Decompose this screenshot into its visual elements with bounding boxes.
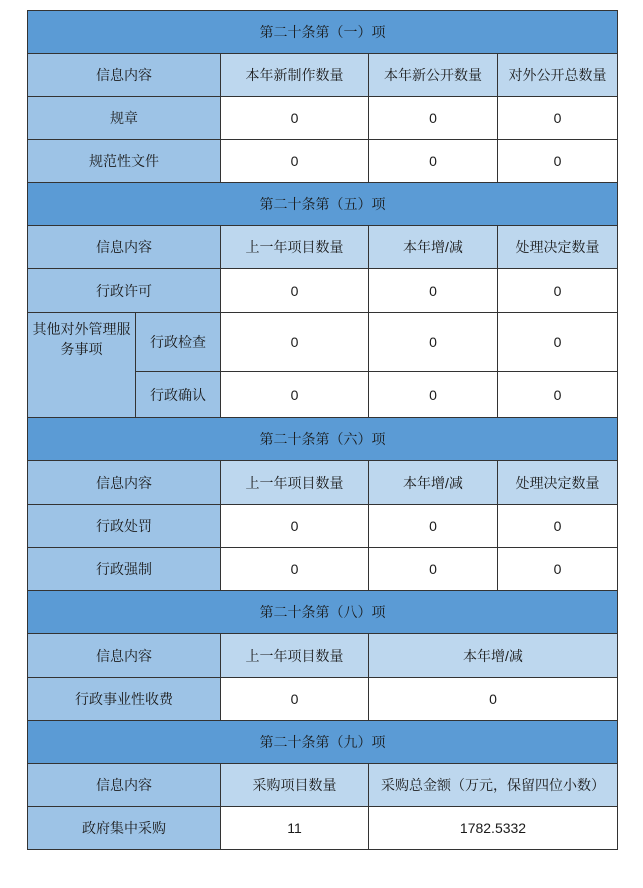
section-title-row <box>28 183 618 226</box>
value-cell: 0 <box>369 97 498 140</box>
value-cell: 0 <box>221 97 369 140</box>
value-cell: 0 <box>221 269 369 313</box>
header-info-content: 信息内容 <box>28 461 221 505</box>
section-title-row <box>28 418 618 461</box>
row-label: 行政许可 <box>28 269 221 313</box>
header-cell: 处理决定数量 <box>498 226 618 269</box>
row-label: 规范性文件 <box>28 140 221 183</box>
table-row <box>28 269 618 313</box>
table-row <box>28 97 618 140</box>
section-title: 第二十条第（八）项 <box>28 591 618 634</box>
value-cell: 0 <box>498 140 618 183</box>
group-label: 其他对外管理服务事项 <box>28 313 136 418</box>
value-cell: 0 <box>498 97 618 140</box>
section-title-row <box>28 591 618 634</box>
value-cell: 0 <box>221 313 369 372</box>
section-title: 第二十条第（六）项 <box>28 418 618 461</box>
header-cell: 上一年项目数量 <box>221 226 369 269</box>
value-cell: 0 <box>498 548 618 591</box>
value-cell: 0 <box>498 372 618 418</box>
value-cell: 0 <box>221 140 369 183</box>
header-cell: 处理决定数量 <box>498 461 618 505</box>
row-label: 行政处罚 <box>28 505 221 548</box>
table-row <box>28 140 618 183</box>
section-title: 第二十条第（九）项 <box>28 721 618 764</box>
value-cell: 0 <box>369 140 498 183</box>
header-cell: 上一年项目数量 <box>221 634 369 678</box>
table-row <box>28 505 618 548</box>
value-cell: 11 <box>221 807 369 850</box>
section-title-row <box>28 721 618 764</box>
header-cell: 采购总金额（万元，保留四位小数） <box>369 764 618 807</box>
sub-row-label: 行政检查 <box>136 313 221 372</box>
header-cell: 对外公开总数量 <box>498 54 618 97</box>
header-row <box>28 461 618 505</box>
header-cell: 本年新公开数量 <box>369 54 498 97</box>
header-cell: 上一年项目数量 <box>221 461 369 505</box>
section-title: 第二十条第（一）项 <box>28 11 618 54</box>
table-row <box>28 548 618 591</box>
table-row <box>28 313 618 372</box>
value-cell: 0 <box>498 313 618 372</box>
header-info-content: 信息内容 <box>28 764 221 807</box>
row-label: 政府集中采购 <box>28 807 221 850</box>
header-cell: 本年增/减 <box>369 634 618 678</box>
row-label: 行政强制 <box>28 548 221 591</box>
header-cell: 本年增/减 <box>369 226 498 269</box>
value-cell: 0 <box>498 505 618 548</box>
header-row <box>28 54 618 97</box>
value-cell: 1782.5332 <box>369 807 618 850</box>
header-row <box>28 634 618 678</box>
disclosure-table <box>27 10 618 850</box>
header-cell: 本年增/减 <box>369 461 498 505</box>
section-title: 第二十条第（五）项 <box>28 183 618 226</box>
header-cell: 本年新制作数量 <box>221 54 369 97</box>
row-label: 规章 <box>28 97 221 140</box>
sub-row-label: 行政确认 <box>136 372 221 418</box>
value-cell: 0 <box>221 678 369 721</box>
value-cell: 0 <box>221 548 369 591</box>
header-info-content: 信息内容 <box>28 226 221 269</box>
section-title-row <box>28 11 618 54</box>
value-cell: 0 <box>369 548 498 591</box>
header-cell: 采购项目数量 <box>221 764 369 807</box>
header-row <box>28 226 618 269</box>
value-cell: 0 <box>221 372 369 418</box>
value-cell: 0 <box>498 269 618 313</box>
value-cell: 0 <box>369 678 618 721</box>
value-cell: 0 <box>221 505 369 548</box>
value-cell: 0 <box>369 269 498 313</box>
value-cell: 0 <box>369 313 498 372</box>
table-row <box>28 678 618 721</box>
header-info-content: 信息内容 <box>28 634 221 678</box>
value-cell: 0 <box>369 505 498 548</box>
header-row <box>28 764 618 807</box>
table-body <box>28 11 618 850</box>
table-row <box>28 807 618 850</box>
row-label: 行政事业性收费 <box>28 678 221 721</box>
header-info-content: 信息内容 <box>28 54 221 97</box>
value-cell: 0 <box>369 372 498 418</box>
